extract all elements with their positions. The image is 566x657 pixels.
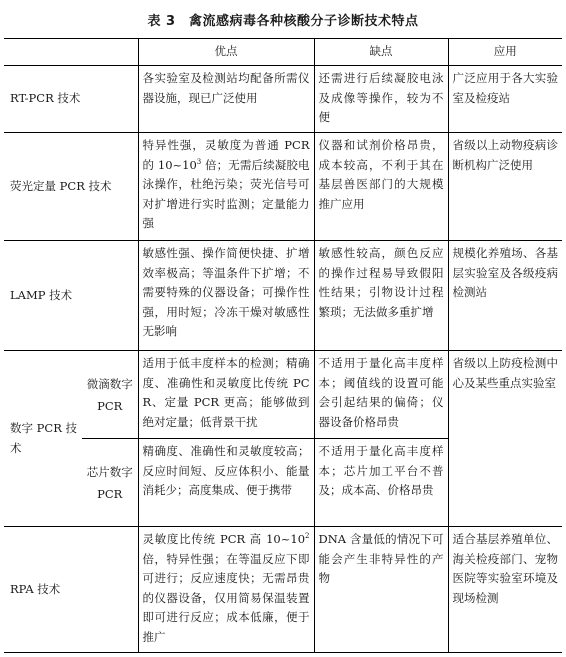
table-row-ddpcr bbox=[4, 351, 562, 439]
table-row-rt-pcr bbox=[4, 66, 562, 133]
advantages-text-a: 灵敏度比传统 PCR 高 10~10 bbox=[142, 532, 306, 546]
disadvantages-cell: 不适用于量化高丰度样本；阈值线的设置可能会引起结果的偏倚；仪器设备价格昂贵 bbox=[314, 351, 448, 439]
applications-cell: 广泛应用于各大实验室及检疫站 bbox=[448, 66, 562, 133]
subtechnique-cell: 芯片数字 PCR bbox=[86, 464, 133, 501]
disadvantages-cell: 敏感性较高，颜色反应的操作过程易导致假阳性结果；引物设计过程繁琐；无法做多重扩增 bbox=[314, 241, 448, 351]
table-row-qpcr bbox=[4, 133, 562, 241]
disadvantages-cell: 还需进行后续凝胶电泳及成像等操作，较为不便 bbox=[314, 66, 448, 133]
table-row-rpa bbox=[4, 527, 562, 653]
table-row-lamp bbox=[4, 241, 562, 351]
advantages-text-b: 倍；无需后续凝胶电泳操作，杜绝污染；荧光信号可对扩增进行实时监测；定量能力强 bbox=[142, 157, 310, 231]
applications-cell: 适合基层养殖单位、海关检疫部门、宠物医院等实验室环境及现场检测 bbox=[448, 527, 562, 653]
header-disadvantages: 缺点 bbox=[314, 39, 448, 66]
diagnostic-techniques-table bbox=[4, 38, 562, 653]
table-caption: 表 3 禽流感病毒各种核酸分子诊断技术特点 bbox=[147, 14, 419, 29]
exponent: 3 bbox=[196, 157, 202, 166]
advantages-cell bbox=[138, 527, 314, 653]
advantages-text-a: 特异性强，灵敏度为普通 PCR 的 10~10 bbox=[142, 138, 310, 172]
technique-cell: LAMP 技术 bbox=[10, 287, 73, 302]
disadvantages-cell: 不适用于量化高丰度样本；芯片加工平台不普及；成本高、价格昂贵 bbox=[314, 439, 448, 527]
header-row bbox=[4, 39, 562, 66]
advantages-cell bbox=[138, 133, 314, 241]
technique-cell: RT-PCR 技术 bbox=[10, 91, 81, 106]
applications-cell: 省级以上动物疫病诊断机构广泛使用 bbox=[448, 133, 562, 241]
advantages-cell: 敏感性强、操作简便快捷、扩增效率极高；等温条件下扩增；不需要特殊的仪器设备；可操作性强，用时短；冷冻干燥对敏感性无影响 bbox=[138, 241, 314, 351]
technique-cell: RPA 技术 bbox=[10, 581, 61, 596]
advantages-cell: 适用于低丰度样本的检测；精确度、准确性和灵敏度比传统 PCR、定量 PCR 更高；能够做到绝对定量；低背景干扰 bbox=[138, 351, 314, 439]
disadvantages-cell: 仪器和试剂价格昂贵，成本较高，不利于其在基层兽医部门的大规模推广应用 bbox=[314, 133, 448, 241]
applications-cell: 规模化养殖场、各基层实验室及各级疫病检测站 bbox=[448, 241, 562, 351]
exponent: 2 bbox=[305, 532, 310, 540]
applications-cell: 省级以上防疫检测中心及某些重点实验室 bbox=[448, 351, 562, 527]
header-applications: 应用 bbox=[448, 39, 562, 66]
technique-cell: 荧光定量 PCR 技术 bbox=[10, 178, 112, 193]
technique-cell: 数字 PCR 技术 bbox=[4, 351, 82, 527]
advantages-cell: 各实验室及检测站均配备所需仪器设施，现已广泛使用 bbox=[138, 66, 314, 133]
advantages-text-b: 倍，特异性强；在等温反应下即可进行；反应速度快；无需昂贵的仪器设备，仅用简易保温装置即可进行反应；成本低廉，便于推广 bbox=[142, 551, 310, 644]
disadvantages-cell: DNA 含量低的情况下可能会产生非特异性的产物 bbox=[314, 527, 448, 653]
header-technique bbox=[4, 39, 138, 66]
subtechnique-cell: 微滴数字 PCR bbox=[86, 376, 133, 413]
header-advantages: 优点 bbox=[138, 39, 314, 66]
advantages-cell: 精确度、准确性和灵敏度较高；反应时间短、反应体积小、能量消耗少；高度集成、便于携带 bbox=[138, 439, 314, 527]
